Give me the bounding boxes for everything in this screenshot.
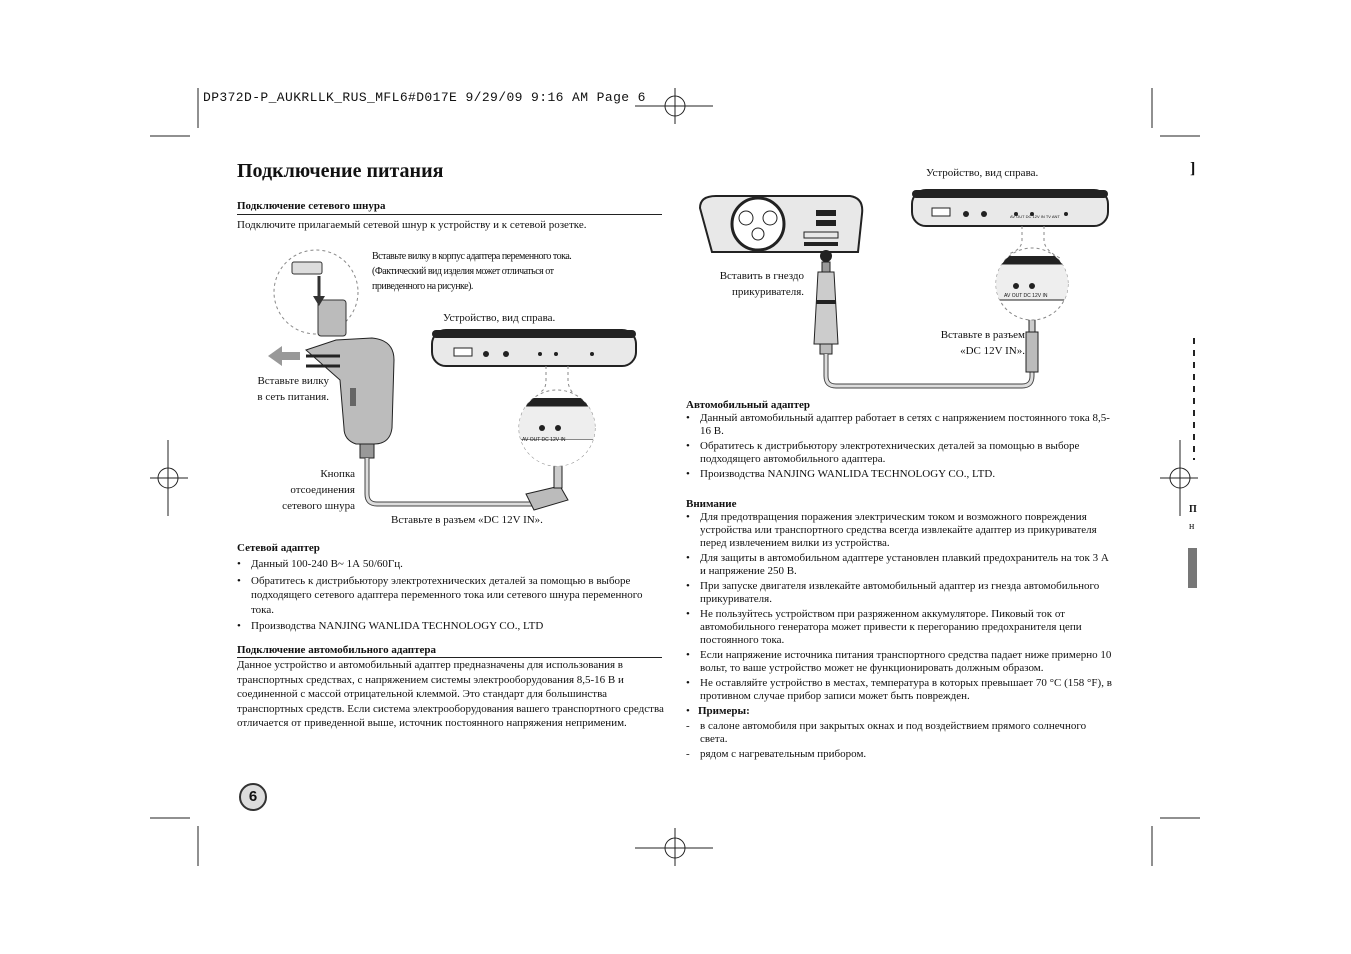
car-device-port-labels: AV OUT DC 12V IN TV ANT: [1010, 214, 1060, 219]
print-header: DP372D-P_AUKRLLK_RUS_MFL6#D017E 9/29/09 9:16 AM Page 6: [203, 90, 646, 105]
list-item: • Обратитесь к дистрибьютору электротехнических деталей за помощью в выборе подходящего автомобильного адаптера.: [686, 440, 1114, 466]
list-item: - в салоне автомобиля при закрытых окнах и под воздействием прямого солнечного света.: [686, 720, 1114, 746]
car-adapter-heading: Автомобильный адаптер: [686, 399, 811, 411]
list-item: • Производства NANJING WANLIDA TECHNOLOGY CO., LTD.: [686, 468, 1114, 481]
list-item: • Производства NANJING WANLIDA TECHNOLOGY CO., LTD: [237, 619, 662, 634]
car-connection-heading: Подключение автомобильного адаптера: [237, 644, 437, 656]
edge-fragment: ]: [1190, 160, 1196, 177]
list-item: • Для защиты в автомобильном адаптере установлен плавкий предохранитель на ток 3 А и напряжение 250 В.: [686, 552, 1114, 578]
list-item: • Если напряжение источника питания транспортного средства падает ниже примерно 10 вольт, то ваше устройство может не функционировать должным образом.: [686, 649, 1114, 675]
page-number: 6: [239, 783, 267, 811]
list-item: • Не пользуйтесь устройством при разряженном аккумуляторе. Пиковый ток от автомобильного генератора может привести к перегоранию предохранителя цепи постоянного тока.: [686, 608, 1114, 647]
page-title: Подключение питания: [237, 160, 444, 182]
cord-release-button-label: Кнопка отсоединения сетевого шнура: [282, 468, 355, 512]
car-connection-body: Данное устройство и автомобильный адаптер предназначены для использования в транспортных средствах, с напряжением системы электрооборудования 8,5-16 В и соединенной с массой отрицательной клеммой. Это стандарт для большинства транспортных средств. Если система электрооборудования вашего транспортного средства отличается от приведенной выше, источник постоянного напряжения неприменим.: [237, 659, 664, 730]
ac-cord-intro: Подключите прилагаемый сетевой шнур к устройству и к сетевой розетке.: [237, 219, 587, 231]
caution-heading: Внимание: [686, 498, 737, 510]
car-device-caption: Устройство, вид справа.: [926, 167, 1039, 179]
list-item: • Не оставляйте устройство в местах, температура в которых превышает 70 °C (158 °F), в противном случае прибор записи может быть поврежден.: [686, 677, 1114, 703]
car-adapter-list: [686, 412, 1114, 483]
caution-list: [686, 511, 1114, 763]
examples-list: [686, 720, 1114, 761]
ac-zoom-port-labels: AV OUT DC 12V IN: [522, 437, 566, 443]
ac-adapter-heading: Сетевой адаптер: [237, 542, 320, 554]
examples-block: [686, 705, 1114, 761]
plug-into-outlet-label: Вставьте вилку в сеть питания.: [257, 375, 329, 403]
ac-cord-heading: Подключение сетевого шнура: [237, 200, 386, 212]
ac-plug-callout: Вставьте вилку в корпус адаптера переменного тока. (Фактический вид изделия может отличаться от приведенного на рисунке).: [372, 251, 572, 292]
lighter-socket-label: Вставить в гнездо прикуривателя.: [719, 270, 804, 298]
list-item: • Данный 100-240 В~ 1А 50/60Гц.: [237, 557, 662, 572]
list-item: • При запуске двигателя извлекайте автомобильный адаптер из гнезда автомобильного прикуривателя.: [686, 580, 1114, 606]
list-item: • Данный автомобильный адаптер работает в сетях с напряжением постоянного тока 8,5-16 В.: [686, 412, 1114, 438]
ac-dc-in-label: Вставьте в разъем «DC 12V IN».: [391, 514, 543, 526]
ac-device-caption: Устройство, вид справа.: [443, 312, 556, 324]
list-item: • Обратитесь к дистрибьютору электротехнических деталей за помощью в выборе подходящего сетевого адаптера переменного тока или сетевого шнура переменного тока.: [237, 574, 662, 618]
car-zoom-port-labels: AV OUT DC 12V IN: [1004, 293, 1048, 299]
examples-heading: • Примеры:: [698, 705, 750, 717]
list-item: - рядом с нагревательным прибором.: [686, 748, 1114, 761]
car-dc-in-label: Вставьте в разъем «DC 12V IN».: [940, 329, 1025, 357]
list-item: • Для предотвращения поражения электрическим током и возможного повреждения устройства или транспортного средства всегда извлекайте адаптер из прикуривателя перед извлечением вилки из устройства.: [686, 511, 1114, 550]
edge-fragment: П: [1189, 504, 1197, 515]
edge-fragment: н: [1189, 521, 1195, 532]
